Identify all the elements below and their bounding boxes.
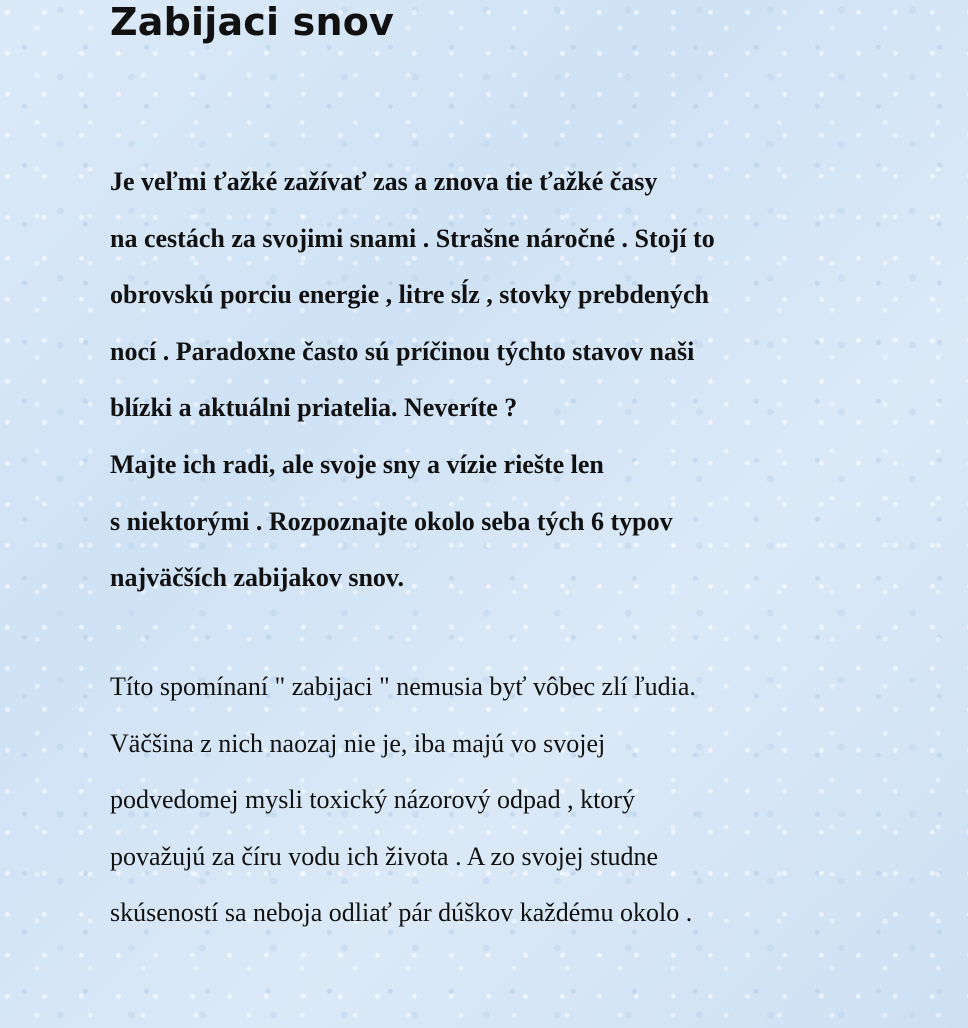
- paragraph-line: obrovskú porciu energie , litre sĺz , stovky prebdených: [110, 280, 709, 310]
- normal-paragraph: [110, 664, 930, 947]
- paragraph-line: blízki a aktuálni priatelia. Neveríte ?: [110, 393, 518, 423]
- paragraph-line: považujú za číru vodu ich života . A zo svojej studne: [110, 841, 659, 871]
- paragraph-line: na cestách za svojimi snami . Strašne náročné . Stojí to: [110, 223, 715, 253]
- paragraph-line: Títo spomínaní " zabijaci " nemusia byť vôbec zlí ľudia.: [110, 672, 696, 701]
- paragraph-line: Majte ich radi, ale svoje sny a vízie riešte len: [110, 449, 604, 479]
- paragraph-line: s niektorými . Rozpoznajte okolo seba tých 6 typov: [110, 506, 673, 536]
- paragraph-line: Je veľmi ťažké zažívať zas a znova tie ťažké časy: [110, 167, 658, 196]
- paragraph-line: skúseností sa neboja odliať pár dúškov každému okolo .: [110, 898, 693, 928]
- paragraph-line: nocí . Paradoxne často sú príčinou týchto stavov naši: [110, 336, 695, 366]
- paragraph-line: podvedomej mysli toxický názorový odpad , ktorý: [110, 785, 635, 815]
- paragraph-line: Väčšina z nich naozaj nie je, iba majú vo svojej: [110, 728, 606, 758]
- bold-paragraph: [110, 159, 930, 612]
- paragraph-line: najväčších zabijakov snov.: [110, 563, 404, 593]
- document-title: Zabijaci snov: [110, 0, 395, 44]
